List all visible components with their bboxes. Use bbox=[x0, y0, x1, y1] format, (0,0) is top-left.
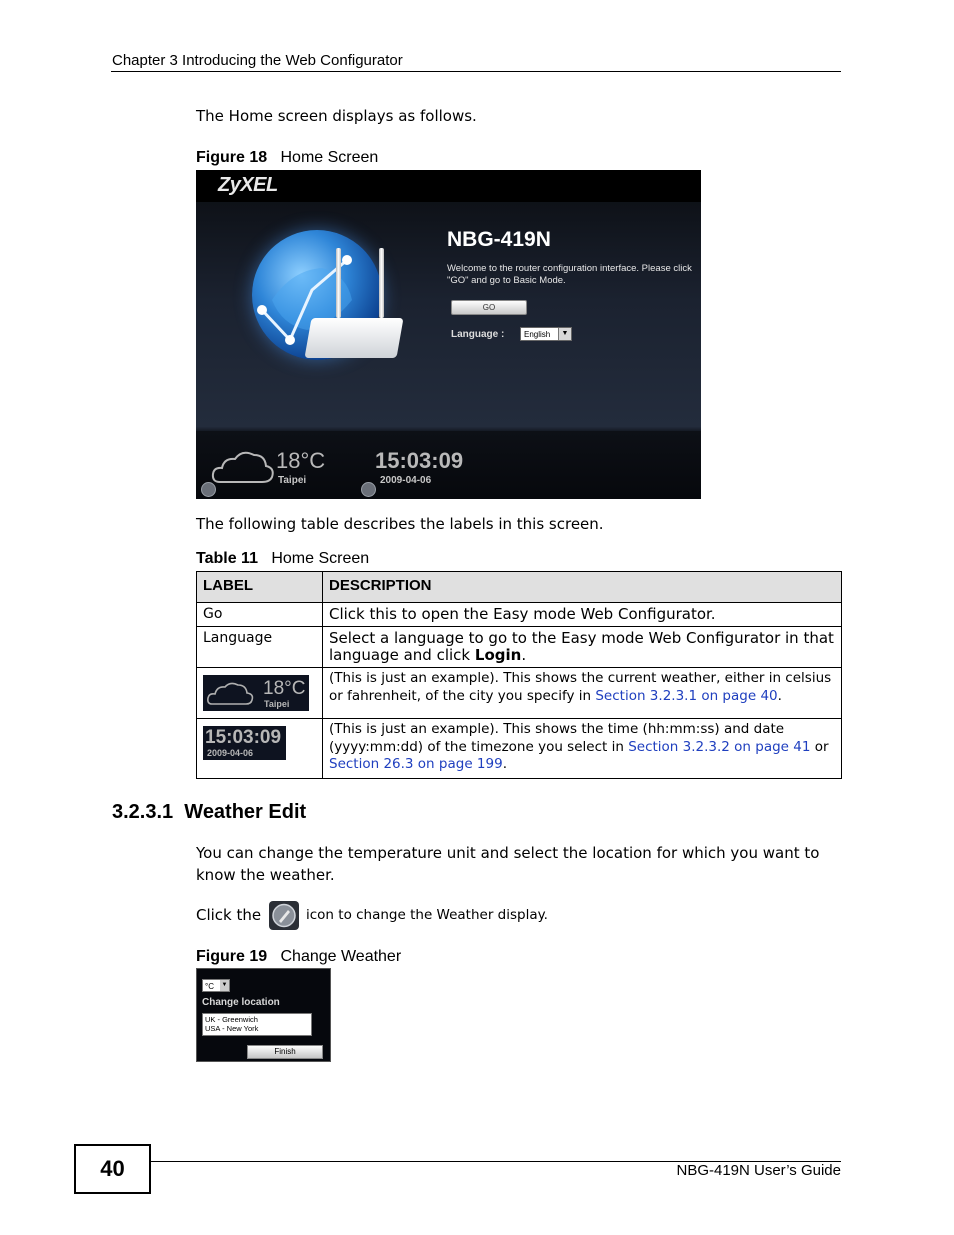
weather-sample-image bbox=[203, 675, 309, 711]
cloud-icon bbox=[206, 680, 266, 708]
section-title: Weather Edit bbox=[184, 801, 307, 823]
table11-label: Table 11 bbox=[196, 550, 258, 567]
row-label: Language bbox=[197, 627, 323, 668]
table-row bbox=[197, 603, 842, 627]
figure18-title: Home Screen bbox=[280, 149, 379, 166]
sample-temperature: 18°C bbox=[263, 678, 306, 699]
chevron-down-icon: ▼ bbox=[220, 980, 229, 991]
sample-city: Taipei bbox=[264, 699, 290, 709]
sample-time: 15:03:09 bbox=[205, 727, 282, 748]
time-display: 15:03:09 bbox=[375, 448, 464, 473]
row-label bbox=[197, 668, 323, 719]
intro-text: The Home screen displays as follows. bbox=[196, 107, 477, 125]
router-antenna-right bbox=[379, 248, 384, 318]
language-select-value: English bbox=[524, 330, 551, 339]
change-location-label: Change location bbox=[202, 997, 280, 1008]
section-link[interactable]: Section 3.2.3.1 on page 40 bbox=[595, 687, 778, 704]
description-text: . bbox=[521, 646, 527, 664]
page-number: 40 bbox=[74, 1144, 151, 1194]
figure19-caption bbox=[196, 948, 401, 966]
figure18-caption bbox=[196, 149, 378, 167]
table-header-row bbox=[197, 572, 842, 603]
home-screen-table bbox=[196, 571, 842, 779]
zyxel-logo: ZyXEL bbox=[218, 174, 278, 196]
welcome-text: Welcome to the router configuration interface. Please click "GO" and go to Basic Mode. bbox=[447, 263, 692, 286]
home-screen-figure bbox=[196, 170, 701, 499]
table-row bbox=[197, 627, 842, 668]
language-label: Language : bbox=[451, 329, 505, 340]
table-intro-text: The following table describes the labels in this screen. bbox=[196, 515, 604, 533]
unit-select-value: °C bbox=[205, 982, 214, 991]
figure19-title: Change Weather bbox=[280, 948, 402, 965]
table-row bbox=[197, 668, 842, 719]
city-display: Taipei bbox=[278, 475, 307, 486]
section-link[interactable]: Section 26.3 on page 199 bbox=[329, 756, 503, 772]
device-title: NBG-419N bbox=[447, 228, 551, 251]
go-button[interactable]: GO bbox=[451, 300, 527, 315]
table-row bbox=[197, 719, 842, 779]
location-list[interactable] bbox=[202, 1013, 312, 1036]
router-image bbox=[304, 318, 403, 358]
time-sample-image bbox=[203, 726, 286, 760]
table11-title: Home Screen bbox=[271, 550, 370, 567]
row-label: Go bbox=[197, 603, 323, 627]
row-description bbox=[323, 668, 842, 719]
section-number: 3.2.3.1 bbox=[112, 801, 174, 823]
time-edit-icon[interactable] bbox=[361, 482, 376, 497]
date-display: 2009-04-06 bbox=[380, 475, 432, 486]
description-text: (This is just an example). This shows the current weather, either in celsius or fahrenheit, of the city you specify in bbox=[329, 670, 832, 704]
login-term: Login bbox=[474, 646, 522, 664]
footer-guide-title: NBG-419N User’s Guide bbox=[676, 1162, 841, 1179]
description-text: . bbox=[502, 756, 507, 772]
cloud-icon bbox=[210, 446, 276, 490]
change-weather-figure bbox=[196, 968, 331, 1062]
header-label: LABEL bbox=[197, 572, 323, 603]
language-select[interactable] bbox=[520, 327, 572, 341]
figure18-label: Figure 18 bbox=[196, 149, 268, 166]
running-header: Chapter 3 Introducing the Web Configurator bbox=[112, 52, 403, 69]
router-antenna-left bbox=[336, 248, 341, 318]
section-link[interactable]: Section 3.2.3.2 on page 41 bbox=[628, 738, 811, 755]
description-text: . bbox=[777, 687, 782, 704]
row-description bbox=[323, 627, 842, 668]
section-paragraph: You can change the temperature unit and select the location for which you want to know the weather. bbox=[196, 844, 820, 884]
chevron-down-icon: ▼ bbox=[558, 328, 571, 340]
section-heading bbox=[112, 801, 306, 824]
location-option[interactable]: UK - Greenwich bbox=[205, 1015, 258, 1024]
finish-button[interactable]: Finish bbox=[247, 1045, 323, 1059]
click-text-post: icon to change the Weather display. bbox=[306, 907, 548, 923]
header-rule bbox=[111, 71, 841, 72]
description-text: or bbox=[810, 738, 829, 755]
weather-edit-icon bbox=[269, 901, 299, 930]
weather-edit-icon[interactable] bbox=[201, 482, 216, 497]
description-text: (This is just an example). This shows the time (hh:mm:ss) and date (yyyy:mm:dd) of the timezone you select in bbox=[329, 721, 785, 755]
sample-date: 2009-04-06 bbox=[207, 748, 254, 758]
temperature-display: 18°C bbox=[276, 448, 326, 473]
click-text-pre: Click the bbox=[196, 906, 262, 924]
location-option[interactable]: USA - New York bbox=[205, 1024, 259, 1033]
row-label bbox=[197, 719, 323, 779]
edit-icon-graphic bbox=[269, 901, 299, 930]
figure19-label: Figure 19 bbox=[196, 948, 268, 965]
table11-caption bbox=[196, 550, 369, 568]
description-text: Select a language to go to the Easy mode Web Configurator in that language and click bbox=[329, 629, 834, 664]
row-description: Click this to open the Easy mode Web Configurator. bbox=[323, 603, 842, 627]
unit-select[interactable] bbox=[202, 979, 230, 992]
row-description bbox=[323, 719, 842, 779]
header-description: DESCRIPTION bbox=[323, 572, 842, 603]
